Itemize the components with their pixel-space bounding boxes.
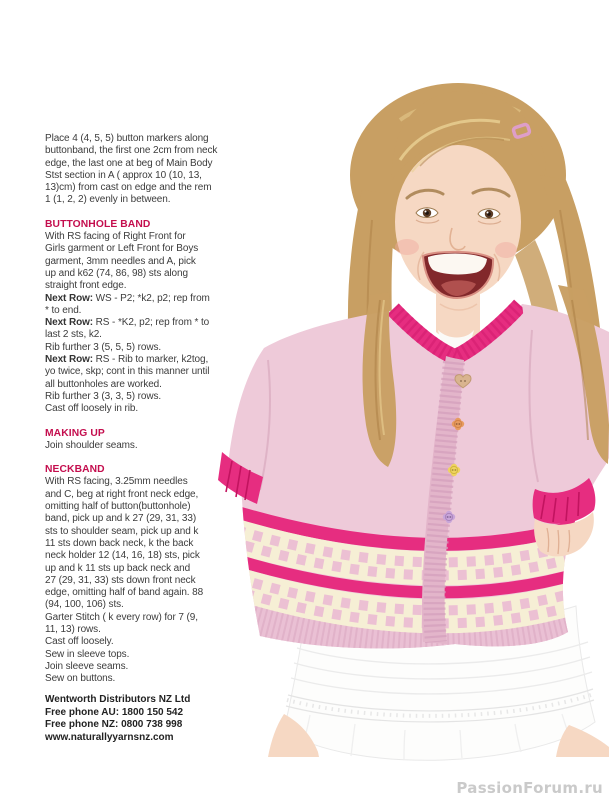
pattern-line: 1 (1, 2, 2) evenly in between.	[45, 194, 171, 206]
pattern-line: Girls garment or Left Front for Boys	[45, 243, 199, 255]
pattern-line: 11, 13) rows.	[45, 623, 101, 635]
pattern-line: With RS facing, 3.25mm needles	[45, 476, 188, 488]
row-label: Next Row:	[45, 354, 93, 366]
pattern-line: (94, 100, 106) sts.	[45, 599, 124, 611]
pattern-line: and C, beg at right front neck edge,	[45, 488, 199, 500]
pattern-line: straight front edge.	[45, 280, 127, 292]
footer-line: www.naturallyyarnsnz.com	[45, 731, 174, 743]
footer-line: Wentworth Distributors NZ Ltd	[45, 694, 191, 706]
distributor-info	[45, 694, 245, 744]
row-label: Next Row:	[45, 317, 93, 329]
pattern-line: Join shoulder seams.	[45, 439, 138, 451]
pattern-line: sts to shoulder seam, pick up and k	[45, 525, 199, 537]
pattern-line: Cast off loosely in rib.	[45, 403, 139, 415]
pattern-line: yo twice, skp; cont in this manner until	[45, 366, 210, 378]
pattern-line: 11 sts down back neck, k the back	[45, 537, 194, 549]
footer-line: Free phone AU: 1800 150 542	[45, 706, 184, 718]
section-heading: NECKBAND	[45, 464, 105, 476]
watermark: PassionForum.ru	[456, 779, 603, 797]
pattern-line: neck holder 12 (14, 16, 18) sts, pick	[45, 550, 200, 562]
pattern-line: up and k62 (74, 86, 98) sts along	[45, 267, 188, 279]
section-heading: MAKING UP	[45, 427, 105, 439]
pattern-line: Rib further 3 (5, 5, 5) rows.	[45, 341, 162, 353]
pattern-line: edge, the last one at beg of Main Body	[45, 157, 213, 169]
pattern-line: Stst section in A ( approx 10 (10, 13,	[45, 169, 202, 181]
pattern-line: all buttonholes are worked.	[45, 378, 162, 390]
pattern-line: Sew on buttons.	[45, 673, 116, 685]
pattern-line: 27 (29, 31, 33) sts down front neck	[45, 574, 196, 586]
pattern-line: Garter Stitch ( k every row) for 7 (9,	[45, 611, 198, 623]
pattern-line: Rib further 3 (3, 3, 5) rows.	[45, 390, 162, 402]
pattern-line: Next Row: RS - *K2, p2; rep from * to	[45, 317, 210, 329]
pattern-line: buttonband, the first one 2cm from neck	[45, 145, 218, 157]
pattern-line: up and k 11 sts up back neck and	[45, 562, 191, 574]
pattern-line: * to end.	[45, 304, 82, 316]
row-label: Next Row:	[45, 292, 93, 304]
pattern-line: Next Row: RS - Rib to marker, k2tog,	[45, 354, 209, 366]
pattern-line: edge, omitting half of band again. 88	[45, 587, 204, 599]
pattern-line: Join sleeve seams.	[45, 660, 129, 672]
pattern-line: garment, 3mm needles and A, pick	[45, 255, 196, 267]
pattern-line: Next Row: WS - P2; *k2, p2; rep from	[45, 292, 210, 304]
pattern-line: omitting half of button(buttonhole)	[45, 501, 191, 513]
pattern-line: 13)cm) from cast on edge and the rem	[45, 182, 212, 194]
pattern-text-column	[45, 133, 245, 744]
footer-line: Free phone NZ: 0800 738 998	[45, 719, 183, 731]
pattern-line: Sew in sleeve tops.	[45, 648, 130, 660]
section-heading: BUTTONHOLE BAND	[45, 218, 151, 230]
pattern-line: Cast off loosely.	[45, 636, 114, 648]
pattern-line: With RS facing of Right Front for	[45, 231, 186, 243]
pattern-line: Place 4 (4, 5, 5) button markers along	[45, 133, 209, 144]
pattern-line: last 2 sts, k2.	[45, 329, 102, 341]
pattern-line: band, pick up and k 27 (29, 31, 33)	[45, 513, 197, 525]
